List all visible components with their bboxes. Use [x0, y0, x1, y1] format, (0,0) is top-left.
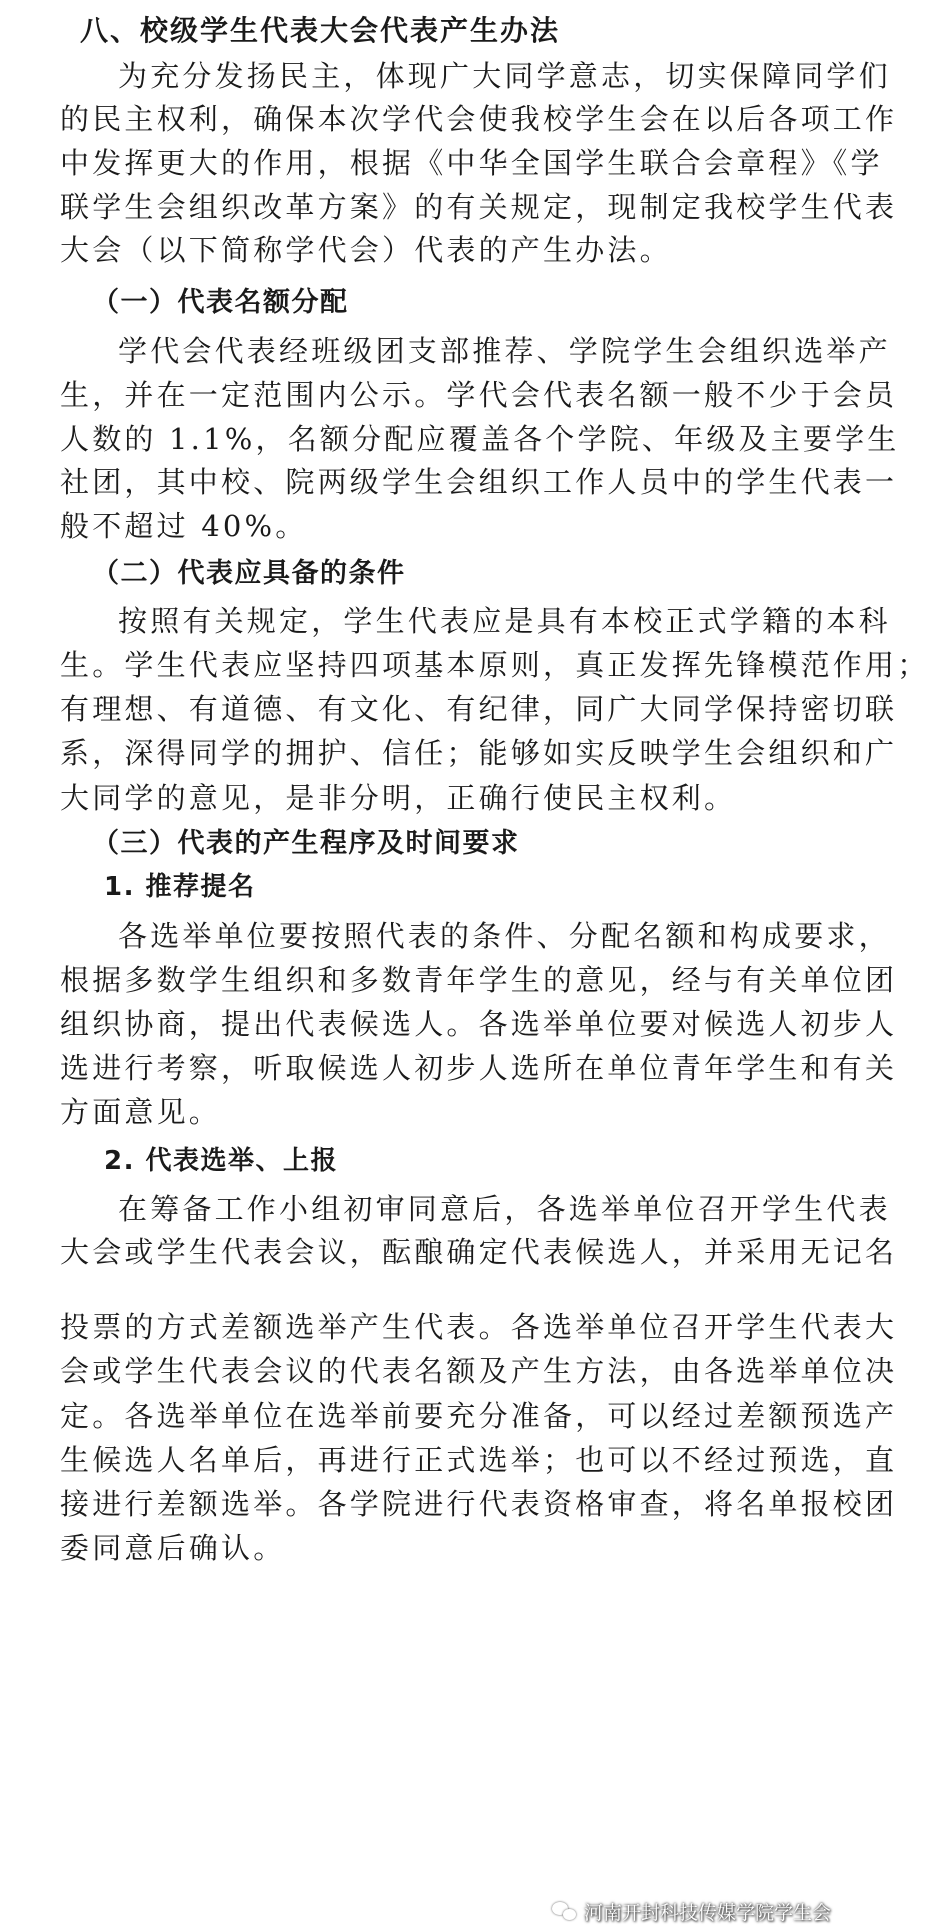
- paragraph-line: 接进行差额选举。各学院进行代表资格审查，将名单报校团: [60, 1487, 898, 1521]
- paragraph-line: 人数的 1.1%，名额分配应覆盖各个学院、年级及主要学生: [60, 422, 900, 456]
- intro-line: 联学生会组织改革方案》的有关规定，现制定我校学生代表: [60, 190, 898, 224]
- paragraph-line: 有理想、有道德、有文化、有纪律，同广大同学保持密切联: [60, 692, 898, 726]
- paragraph-line: 组织协商，提出代表候选人。各选举单位要对候选人初步人: [60, 1007, 898, 1041]
- paragraph-line: 生候选人名单后，再进行正式选举；也可以不经过预选，直: [60, 1443, 898, 1477]
- paragraph-line: 会或学生代表会议的代表名额及产生方法，由各选举单位决: [60, 1354, 898, 1388]
- paragraph-line: 系，深得同学的拥护、信任；能够如实反映学生会组织和广: [60, 736, 898, 770]
- watermark-text: 河南开封科技传媒学院学生会: [583, 1901, 831, 1924]
- paragraph-line: 大同学的意见，是非分明，正确行使民主权利。: [60, 781, 737, 815]
- paragraph-line: 各选举单位要按照代表的条件、分配名额和构成要求，: [118, 919, 891, 953]
- item-title-2: 2. 代表选举、上报: [104, 1146, 339, 1176]
- source-watermark: [552, 1896, 831, 1926]
- paragraph-line: 社团，其中校、院两级学生会组织工作人员中的学生代表一: [60, 465, 898, 499]
- intro-line: 的民主权利，确保本次学代会使我校学生会在以后各项工作: [60, 102, 898, 136]
- paragraph-line: 定。各选举单位在选举前要充分准备，可以经过差额预选产: [60, 1399, 898, 1433]
- paragraph-line: 委同意后确认。: [60, 1531, 286, 1565]
- paragraph-line: 选进行考察，听取候选人初步人选所在单位青年学生和有关: [60, 1051, 898, 1085]
- paragraph-line: 学代会代表经班级团支部推荐、学院学生会组织选举产: [118, 334, 891, 368]
- paragraph-line: 在筹备工作小组初审同意后，各选举单位召开学生代表: [118, 1192, 891, 1226]
- subsection-title-2: （二）代表应具备的条件: [92, 558, 406, 589]
- paragraph-line: 生。学生代表应坚持四项基本原则，真正发挥先锋模范作用；: [60, 648, 929, 682]
- intro-line: 中发挥更大的作用，根据《中华全国学生联合会章程》《学: [60, 146, 883, 180]
- paragraph-line: 按照有关规定，学生代表应是具有本校正式学籍的本科: [118, 604, 891, 638]
- subsection-title-3: （三）代表的产生程序及时间要求: [92, 828, 520, 859]
- paragraph-line: 生，并在一定范围内公示。学代会代表名额一般不少于会员: [60, 378, 898, 412]
- intro-line: 大会（以下简称学代会）代表的产生办法。: [60, 233, 672, 267]
- paragraph-line: 方面意见。: [60, 1095, 222, 1129]
- paragraph-line: 大会或学生代表会议，酝酿确定代表候选人，并采用无记名: [60, 1235, 898, 1269]
- item-title-1: 1. 推荐提名: [104, 872, 256, 902]
- paragraph-line: 投票的方式差额选举产生代表。各选举单位召开学生代表大: [60, 1310, 898, 1344]
- wechat-icon: [552, 1900, 578, 1922]
- paragraph-line: 般不超过 40%。: [60, 509, 308, 543]
- section-title: 八、校级学生代表大会代表产生办法: [80, 14, 561, 47]
- paragraph-line: 根据多数学生组织和多数青年学生的意见，经与有关单位团: [60, 963, 898, 997]
- subsection-title-1: （一）代表名额分配: [92, 287, 349, 318]
- intro-line: 为充分发扬民主，体现广大同学意志，切实保障同学们: [118, 59, 891, 93]
